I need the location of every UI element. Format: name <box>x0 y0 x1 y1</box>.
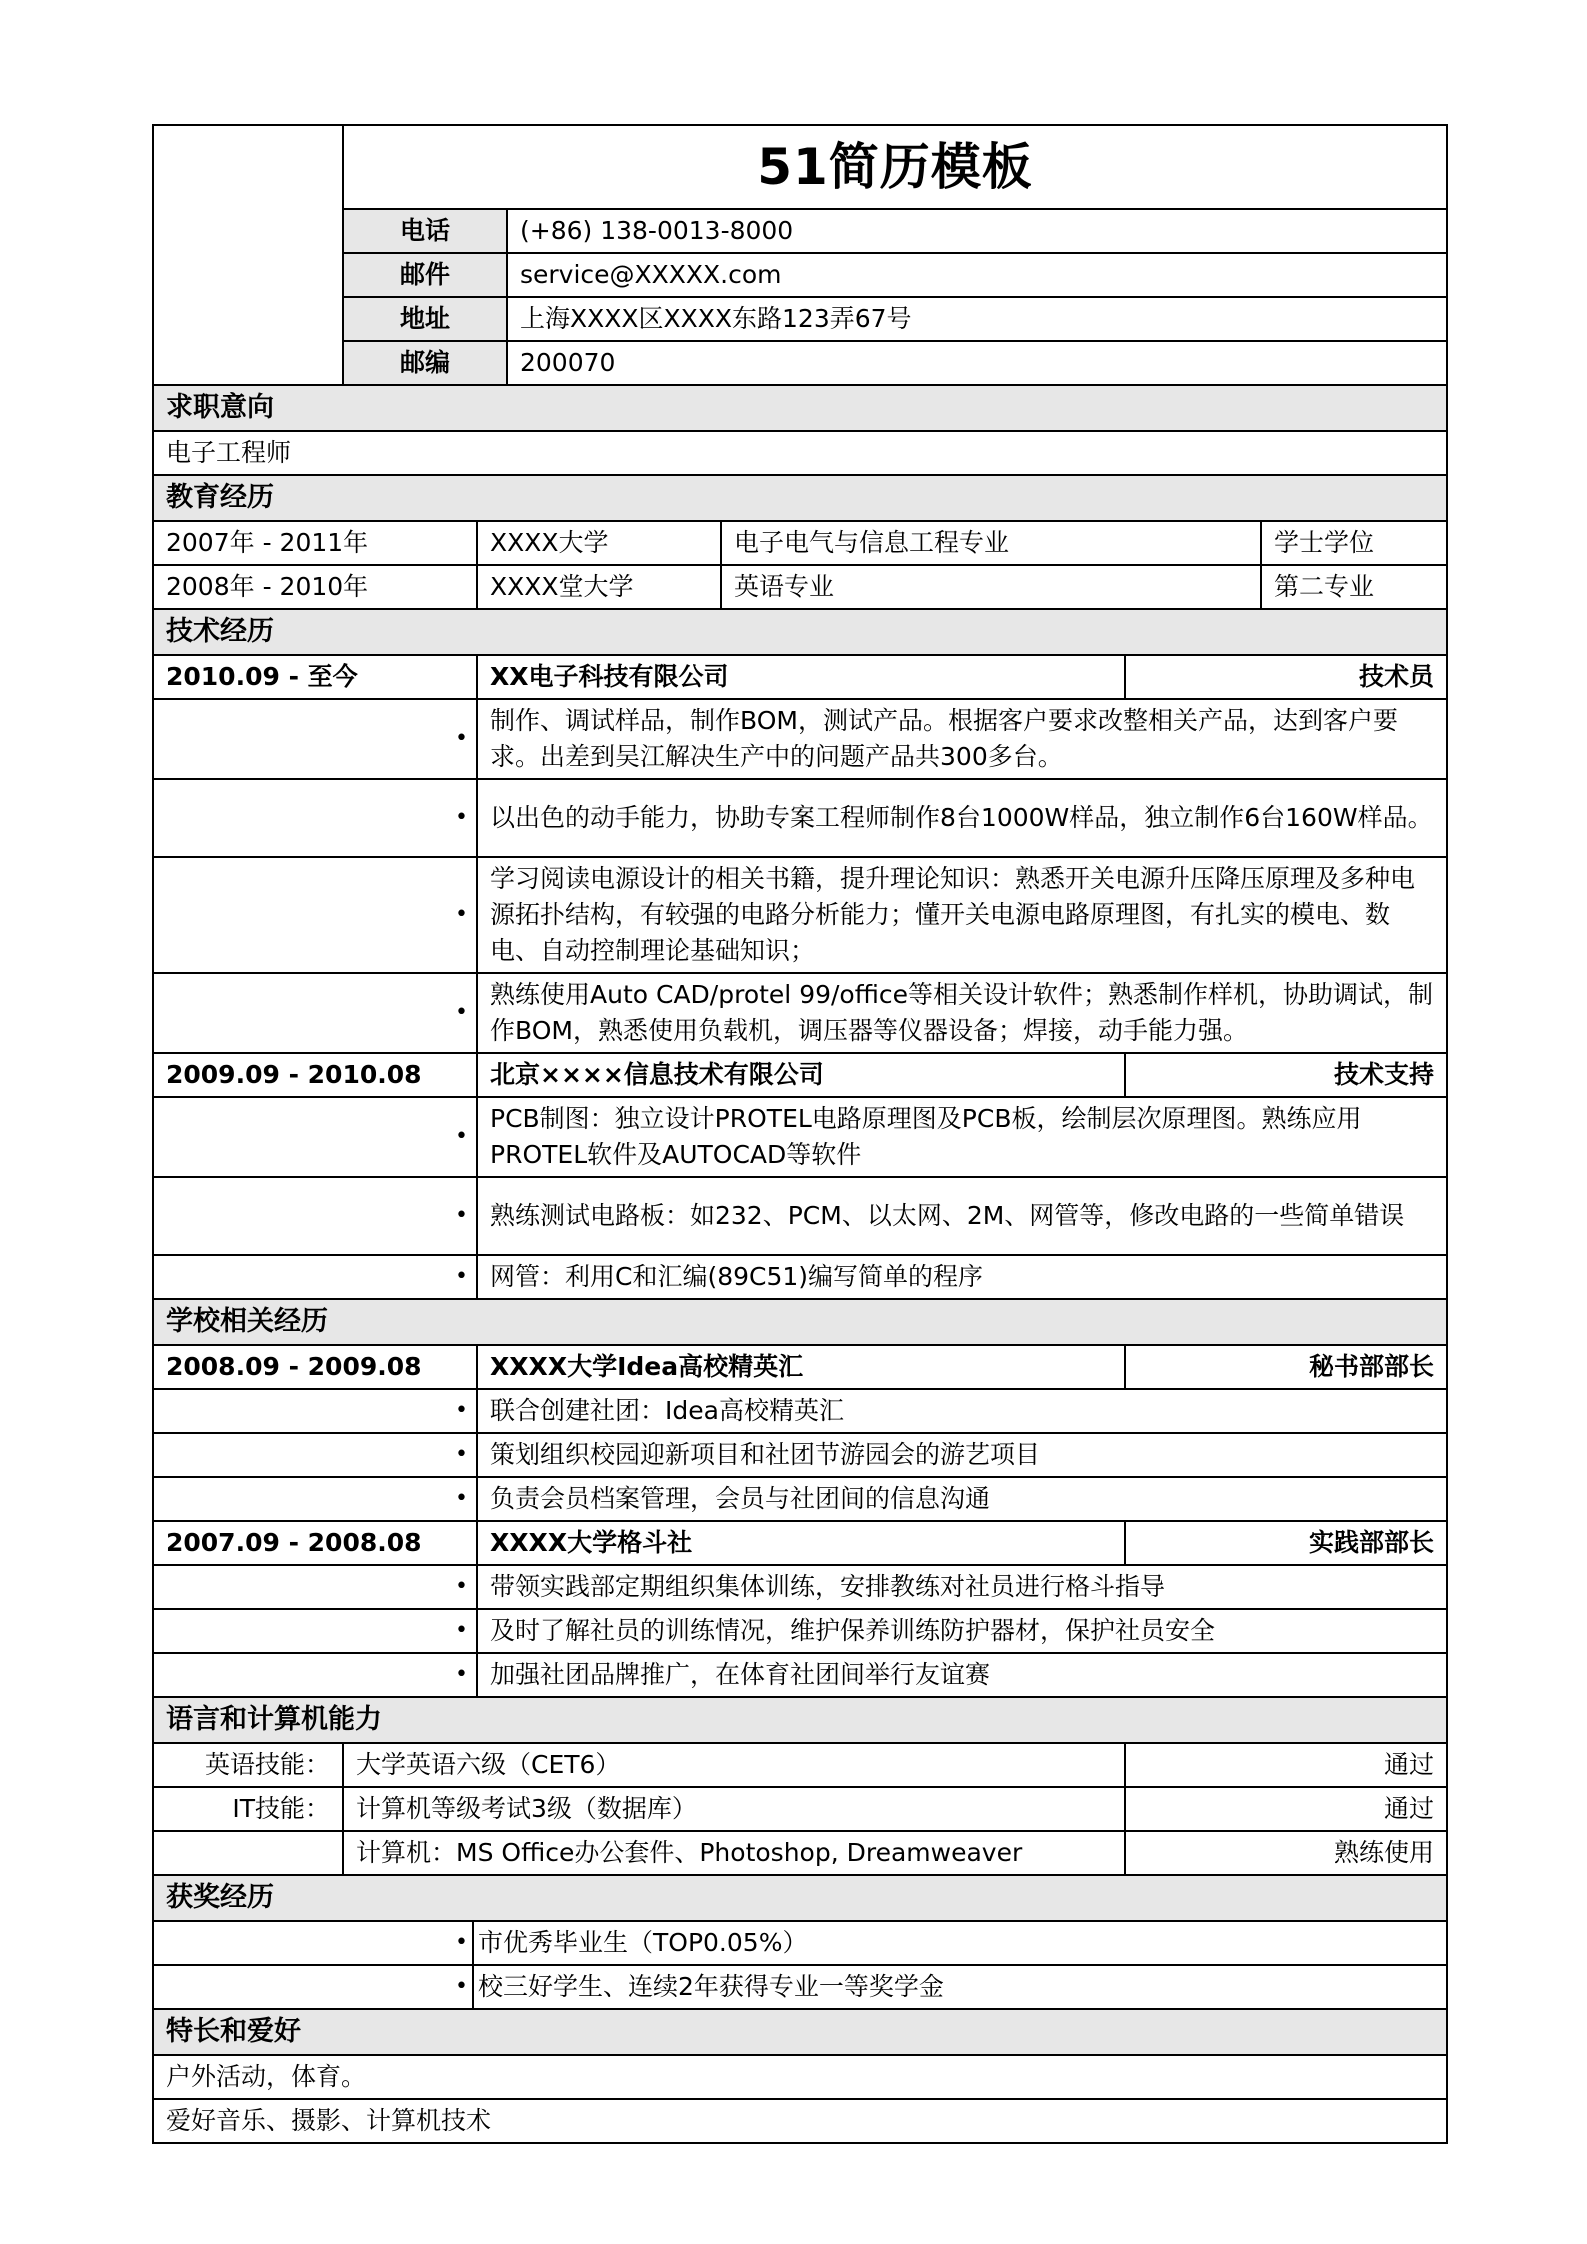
objective-value: 电子工程师 <box>153 431 1447 475</box>
org-duty: 负责会员档案管理，会员与社团间的信息沟通 <box>477 1477 1447 1521</box>
org-name: XXXX大学Idea高校精英汇 <box>477 1345 1125 1389</box>
bullet: • <box>153 1609 477 1653</box>
section-heading-skills: 语言和计算机能力 <box>153 1697 1447 1743</box>
skill-level: 熟练使用 <box>1125 1831 1447 1875</box>
bullet: • <box>153 1565 477 1609</box>
org-duty: 加强社团品牌推广，在体育社团间举行友谊赛 <box>477 1653 1447 1697</box>
hobby-item: 户外活动，体育。 <box>153 2055 1447 2099</box>
education-period: 2008年 - 2010年 <box>153 565 477 609</box>
bullet: • <box>153 1433 477 1477</box>
job-duty: 熟练使用Auto CAD/protel 99/office等相关设计软件；熟悉制作样机，协助调试，制作BOM，熟悉使用负载机，调压器等仪器设备；焊接，动手能力强。 <box>477 973 1447 1053</box>
education-school: XXXX大学 <box>477 521 721 565</box>
bullet: • <box>153 973 477 1053</box>
org-duty: 联合创建社团：Idea高校精英汇 <box>477 1389 1447 1433</box>
address-value: 上海XXXX区XXXX东路123弄67号 <box>507 297 1447 341</box>
list-item <box>153 857 1447 973</box>
education-school: XXXX堂大学 <box>477 565 721 609</box>
list-item <box>153 1477 1447 1521</box>
education-row <box>153 565 1447 609</box>
section-heading-education: 教育经历 <box>153 475 1447 521</box>
org-period: 2008.09 - 2009.08 <box>153 1345 477 1389</box>
award-item: 市优秀毕业生（TOP0.05%） <box>473 1921 1447 1965</box>
job-role: 技术员 <box>1125 655 1447 699</box>
zip-value: 200070 <box>507 341 1447 385</box>
photo-placeholder <box>153 125 343 385</box>
job-duty: PCB制图：独立设计PROTEL电路原理图及PCB板，绘制层次原理图。熟练应用PROTEL软件及AUTOCAD等软件 <box>477 1097 1447 1177</box>
job-duty: 熟练测试电路板：如232、PCM、以太网、2M、网管等，修改电路的一些简单错误 <box>477 1177 1447 1255</box>
org-role: 实践部部长 <box>1125 1521 1447 1565</box>
list-item <box>153 1389 1447 1433</box>
list-item <box>153 1177 1447 1255</box>
education-period: 2007年 - 2011年 <box>153 521 477 565</box>
job-duty: 网管：利用C和汇编(89C51)编写简单的程序 <box>477 1255 1447 1299</box>
education-major: 电子电气与信息工程专业 <box>721 521 1261 565</box>
award-item: 校三好学生、连续2年获得专业一等奖学金 <box>473 1965 1447 2009</box>
org-header <box>153 1345 1447 1389</box>
skill-row <box>153 1787 1447 1831</box>
job-period: 2009.09 - 2010.08 <box>153 1053 477 1097</box>
skill-row <box>153 1831 1447 1875</box>
address-label: 地址 <box>343 297 507 341</box>
email-label: 邮件 <box>343 253 507 297</box>
section-heading-hobbies: 特长和爱好 <box>153 2009 1447 2055</box>
phone-label: 电话 <box>343 209 507 253</box>
job-role: 技术支持 <box>1125 1053 1447 1097</box>
experience-section <box>152 608 1448 1698</box>
skill-value: 大学英语六级（CET6） <box>343 1743 1125 1787</box>
skills-section <box>152 1696 1448 1876</box>
email-value: service@XXXXX.com <box>507 253 1447 297</box>
bullet: • <box>153 1921 473 1965</box>
job-duty: 制作、调试样品，制作BOM，测试产品。根据客户要求改整相关产品，达到客户要求。出差到吴江解决生产中的问题产品共300多台。 <box>477 699 1447 779</box>
org-duty: 策划组织校园迎新项目和社团节游园会的游艺项目 <box>477 1433 1447 1477</box>
list-item <box>153 1921 1447 1965</box>
org-role: 秘书部部长 <box>1125 1345 1447 1389</box>
zip-label: 邮编 <box>343 341 507 385</box>
bullet: • <box>153 1389 477 1433</box>
job-duty: 以出色的动手能力，协助专案工程师制作8台1000W样品，独立制作6台160W样品。 <box>477 779 1447 857</box>
job-company: 北京××××信息技术有限公司 <box>477 1053 1125 1097</box>
awards-section <box>152 1874 1448 2010</box>
org-duty: 及时了解社员的训练情况，维护保养训练防护器材，保护社员安全 <box>477 1609 1447 1653</box>
list-item <box>153 1097 1447 1177</box>
list-item <box>153 1965 1447 2009</box>
skill-label: IT技能： <box>153 1787 343 1831</box>
skill-value: 计算机等级考试3级（数据库） <box>343 1787 1125 1831</box>
list-item <box>153 1565 1447 1609</box>
skill-row <box>153 1743 1447 1787</box>
education-row <box>153 521 1447 565</box>
phone-value: (+86) 138-0013-8000 <box>507 209 1447 253</box>
org-name: XXXX大学格斗社 <box>477 1521 1125 1565</box>
bullet: • <box>153 779 477 857</box>
list-item <box>153 1653 1447 1697</box>
job-header <box>153 1053 1447 1097</box>
skill-value: 计算机：MS Office办公套件、Photoshop, Dreamweaver <box>343 1831 1125 1875</box>
list-item <box>153 779 1447 857</box>
skill-label: 英语技能： <box>153 1743 343 1787</box>
list-item <box>153 1255 1447 1299</box>
job-header <box>153 655 1447 699</box>
org-header <box>153 1521 1447 1565</box>
skill-level: 通过 <box>1125 1743 1447 1787</box>
education-major: 英语专业 <box>721 565 1261 609</box>
section-heading-school: 学校相关经历 <box>153 1299 1447 1345</box>
skill-label <box>153 1831 343 1875</box>
bullet: • <box>153 1477 477 1521</box>
bullet: • <box>153 1965 473 2009</box>
bullet: • <box>153 699 477 779</box>
section-heading-awards: 获奖经历 <box>153 1875 1447 1921</box>
org-duty: 带领实践部定期组织集体训练，安排教练对社员进行格斗指导 <box>477 1565 1447 1609</box>
bullet: • <box>153 1255 477 1299</box>
resume-page <box>152 124 1448 2144</box>
bullet: • <box>153 1653 477 1697</box>
skill-level: 通过 <box>1125 1787 1447 1831</box>
list-item <box>153 1433 1447 1477</box>
bullet: • <box>153 857 477 973</box>
list-item <box>153 1609 1447 1653</box>
bullet: • <box>153 1177 477 1255</box>
bullet: • <box>153 1097 477 1177</box>
resume-title: 51简历模板 <box>343 125 1447 209</box>
job-duty: 学习阅读电源设计的相关书籍，提升理论知识：熟悉开关电源升压降压原理及多种电源拓扑结构，有较强的电路分析能力；懂开关电源电路原理图，有扎实的模电、数电、自动控制理论基础知识； <box>477 857 1447 973</box>
job-period: 2010.09 - 至今 <box>153 655 477 699</box>
list-item <box>153 973 1447 1053</box>
resume-header <box>152 124 1448 386</box>
org-period: 2007.09 - 2008.08 <box>153 1521 477 1565</box>
objective-education-section <box>152 384 1448 610</box>
education-degree: 学士学位 <box>1261 521 1447 565</box>
education-degree: 第二专业 <box>1261 565 1447 609</box>
section-heading-work: 技术经历 <box>153 609 1447 655</box>
hobby-item: 爱好音乐、摄影、计算机技术 <box>153 2099 1447 2143</box>
list-item <box>153 699 1447 779</box>
section-heading-objective: 求职意向 <box>153 385 1447 431</box>
hobbies-section <box>152 2008 1448 2144</box>
job-company: XX电子科技有限公司 <box>477 655 1125 699</box>
